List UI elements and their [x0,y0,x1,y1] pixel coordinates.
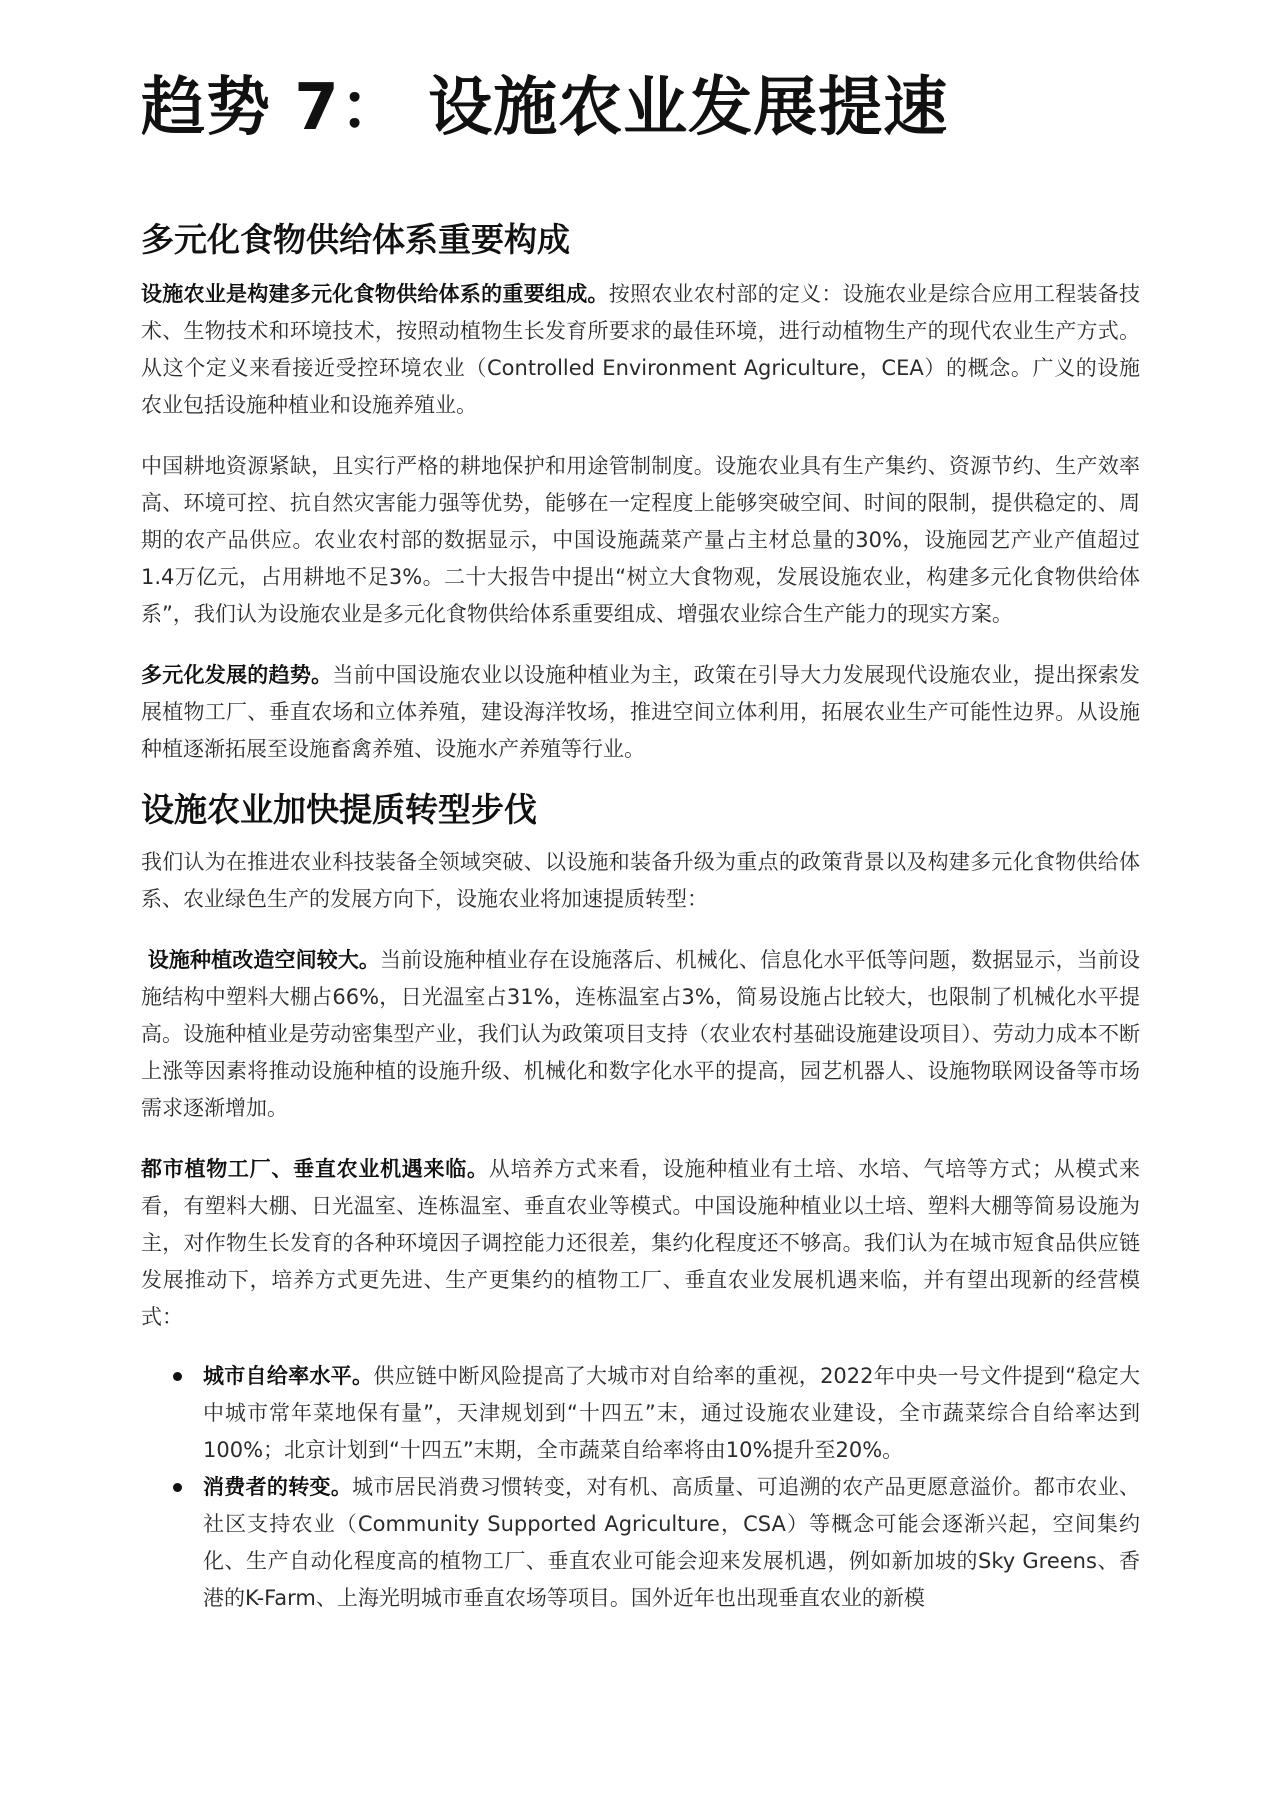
paragraph-body: 从培养方式来看，设施种植业有土培、水培、气培等方式；从模式来看，有塑料大棚、日光温室、连栋温室、垂直农业等模式。中国设施种植业以土培、塑料大棚等简易设施为主，对作物生长发育的各种环境因子调控能力还很差，集约化程度还不够高。我们认为在城市短食品供应链发展推动下，培养方式更先进、生产更集约的植物工厂、垂直农业发展机遇来临，并有望出现新的经营模式： [141,1157,1140,1329]
paragraph-diversification-trend [141,657,1140,768]
paragraph-policy-background: 我们认为在推进农业科技装备全领域突破、以设施和装备升级为重点的政策背景以及构建多元化食物供给体系、农业绿色生产的发展方向下，设施农业将加速提质转型： [141,850,1140,911]
paragraph-definition [141,276,1140,424]
list-item [203,1469,1140,1617]
paragraph-body: 当前设施种植业存在设施落后、机械化、信息化水平低等问题，数据显示，当前设施结构中塑料大棚占66%，日光温室占31%，连栋温室占3%，简易设施占比较大，也限制了机械化水平提高。设施种植业是劳动密集型产业，我们认为政策项目支持（农业农村基础设施建设项目）、劳动力成本不断上涨等因素将推动设施种植的设施升级、机械化和数字化水平的提高，园艺机器人、设施物联网设备等市场需求逐渐增加。 [141,948,1140,1120]
list-item-text: 供应链中断风险提高了大城市对自给率的重视，2022年中央一号文件提到“稳定大中城市常年菜地保有量”，天津规划到“十四五”末，通过设施农业建设，全市蔬菜综合自给率达到100%；北京计划到“十四五”末期，全市蔬菜自给率将由10%提升至20%。 [203,1364,1141,1462]
paragraph-lead: 设施农业是构建多元化食物供给体系的重要组成。 [141,282,609,306]
paragraph-farmland: 中国耕地资源紧缺，且实行严格的耕地保护和用途管制制度。设施农业具有生产集约、资源节约、生产效率高、环境可控、抗自然灾害能力强等优势，能够在一定程度上能够突破空间、时间的限制，提供稳定的、周期的农产品供应。农业农村部的数据显示，中国设施蔬菜产量占主材总量的30%，设施园艺产业产值超过1.4万亿元，占用耕地不足3%。二十大报告中提出“树立大食物观，发展设施农业，构建多元化食物供给体系”，我们认为设施农业是多元化食物供给体系重要组成、增强农业综合生产能力的现实方案。 [141,454,1140,626]
paragraph-body: 按照农业农村部的定义：设施农业是综合应用工程装备技术、生物技术和环境技术，按照动植物生长发育所要求的最佳环境，进行动植物生产的现代农业生产方式。从这个定义来看接近受控环境农业（Controlled Environment Agriculture，CEA）的概念。广义的设施农业包括设施种植业和设施养殖业。 [141,282,1141,417]
paragraph-lead: 都市植物工厂、垂直农业机遇来临。 [141,1157,489,1181]
bullet-icon [173,1372,182,1381]
paragraph-lead: 多元化发展的趋势。 [141,663,333,687]
paragraph-lead: 设施种植改造空间较大。 [147,948,381,972]
list-item-lead: 城市自给率水平。 [203,1364,374,1388]
document-page [141,66,1140,1617]
page-title: 趋势 7： 设施农业发展提速 [141,71,949,145]
paragraph-facility-cultivation [141,942,1140,1127]
paragraph-body: 当前中国设施农业以设施种植业为主，政策在引导大力发展现代设施农业，提出探索发展植物工厂、垂直农场和立体养殖，建设海洋牧场，推进空间立体利用，拓展农业生产可能性边界。从设施种植逐渐拓展至设施畜禽养殖、设施水产养殖等行业。 [141,663,1141,761]
list-item-lead: 消费者的转变。 [203,1475,353,1499]
section-heading-diversified-food-supply: 多元化食物供给体系重要构成 [141,220,570,259]
list-item [203,1358,1140,1469]
paragraph-vertical-farming [141,1151,1140,1336]
bullet-list [141,1358,1140,1617]
bullet-icon [173,1483,182,1492]
section-heading-quality-upgrade: 设施农业加快提质转型步伐 [141,790,537,829]
list-item-text: 城市居民消费习惯转变，对有机、高质量、可追溯的农产品更愿意溢价。都市农业、社区支持农业（Community Supported Agriculture，CSA）等概念可能会逐渐兴起，空间集约化、生产自动化程度高的植物工厂、垂直农业可能会迎来发展机遇，例如新加坡的Sky Greens、香港的K-Farm、上海光明城市垂直农场等项目。国外近年也出现垂直农业的新模 [203,1475,1141,1610]
